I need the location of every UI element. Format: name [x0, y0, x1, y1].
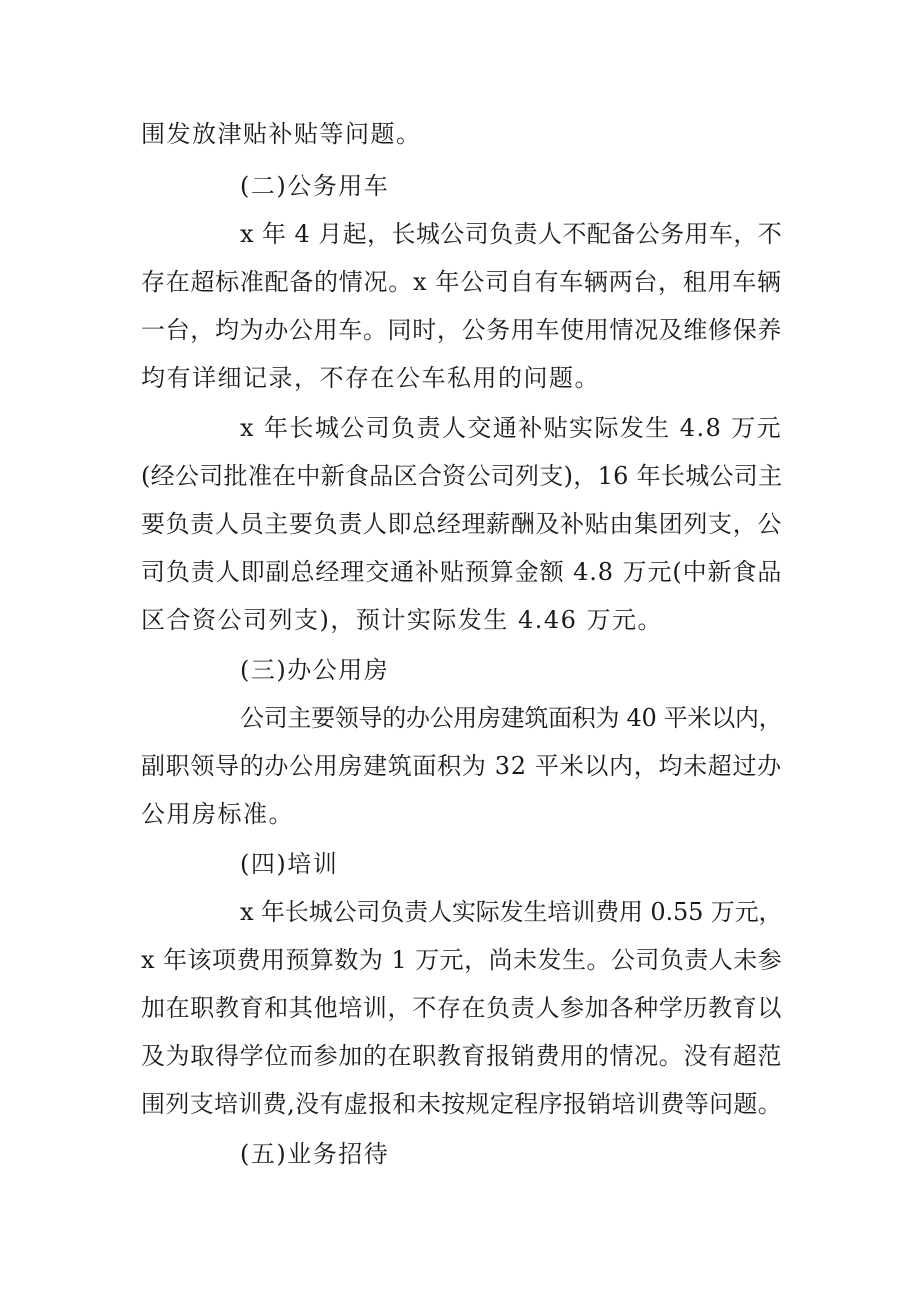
text-line: 存在超标准配备的情况。x 年公司自有车辆两台，租用车辆 [141, 268, 782, 296]
section-heading: (四)培训 [240, 850, 339, 878]
section-heading: (三)办公用房 [240, 656, 390, 684]
text-line: 公用房标准。 [141, 800, 294, 828]
paragraph-first-line: 公司主要领导的办公用房建筑面积为 40 平米以内， [240, 704, 783, 732]
text-line: 司负责人即副总经理交通补贴预算金额 4.8 万元(中新食品 [141, 558, 783, 586]
text-line: 副职领导的办公用房建筑面积为 32 平米以内，均未超过办 [141, 752, 782, 780]
text-line: 要负责人员主要负责人即总经理薪酬及补贴由集团列支，公 [141, 510, 782, 538]
text-line: 均有详细记录，不存在公车私用的问题。 [141, 364, 600, 392]
text-line: (经公司批准在中新食品区合资公司列支)，16 年长城公司主 [141, 462, 783, 490]
text-line: 围发放津贴补贴等问题。 [141, 120, 422, 148]
text-line: 围列支培训费,没有虚报和未按规定程序报销培训费等问题。 [141, 1090, 783, 1118]
paragraph-first-line: x 年长城公司负责人交通补贴实际发生 4.8 万元 [240, 414, 783, 442]
text-line: 一台，均为办公用车。同时，公务用车使用情况及维修保养 [141, 316, 782, 344]
section-heading: (二)公务用车 [240, 172, 390, 200]
text-line: x 年该项费用预算数为 1 万元，尚未发生。公司负责人未参 [141, 946, 783, 974]
text-line: 加在职教育和其他培训，不存在负责人参加各种学历教育以 [141, 994, 782, 1022]
text-line: 区合资公司列支)，预计实际发生 4.46 万元。 [141, 606, 664, 634]
paragraph-first-line: x 年 4 月起，长城公司负责人不配备公务用车，不 [240, 220, 783, 248]
paragraph-first-line: x 年长城公司负责人实际发生培训费用 0.55 万元， [240, 898, 783, 926]
text-line: 及为取得学位而参加的在职教育报销费用的情况。没有超范 [141, 1042, 782, 1070]
section-heading: (五)业务招待 [240, 1140, 390, 1168]
